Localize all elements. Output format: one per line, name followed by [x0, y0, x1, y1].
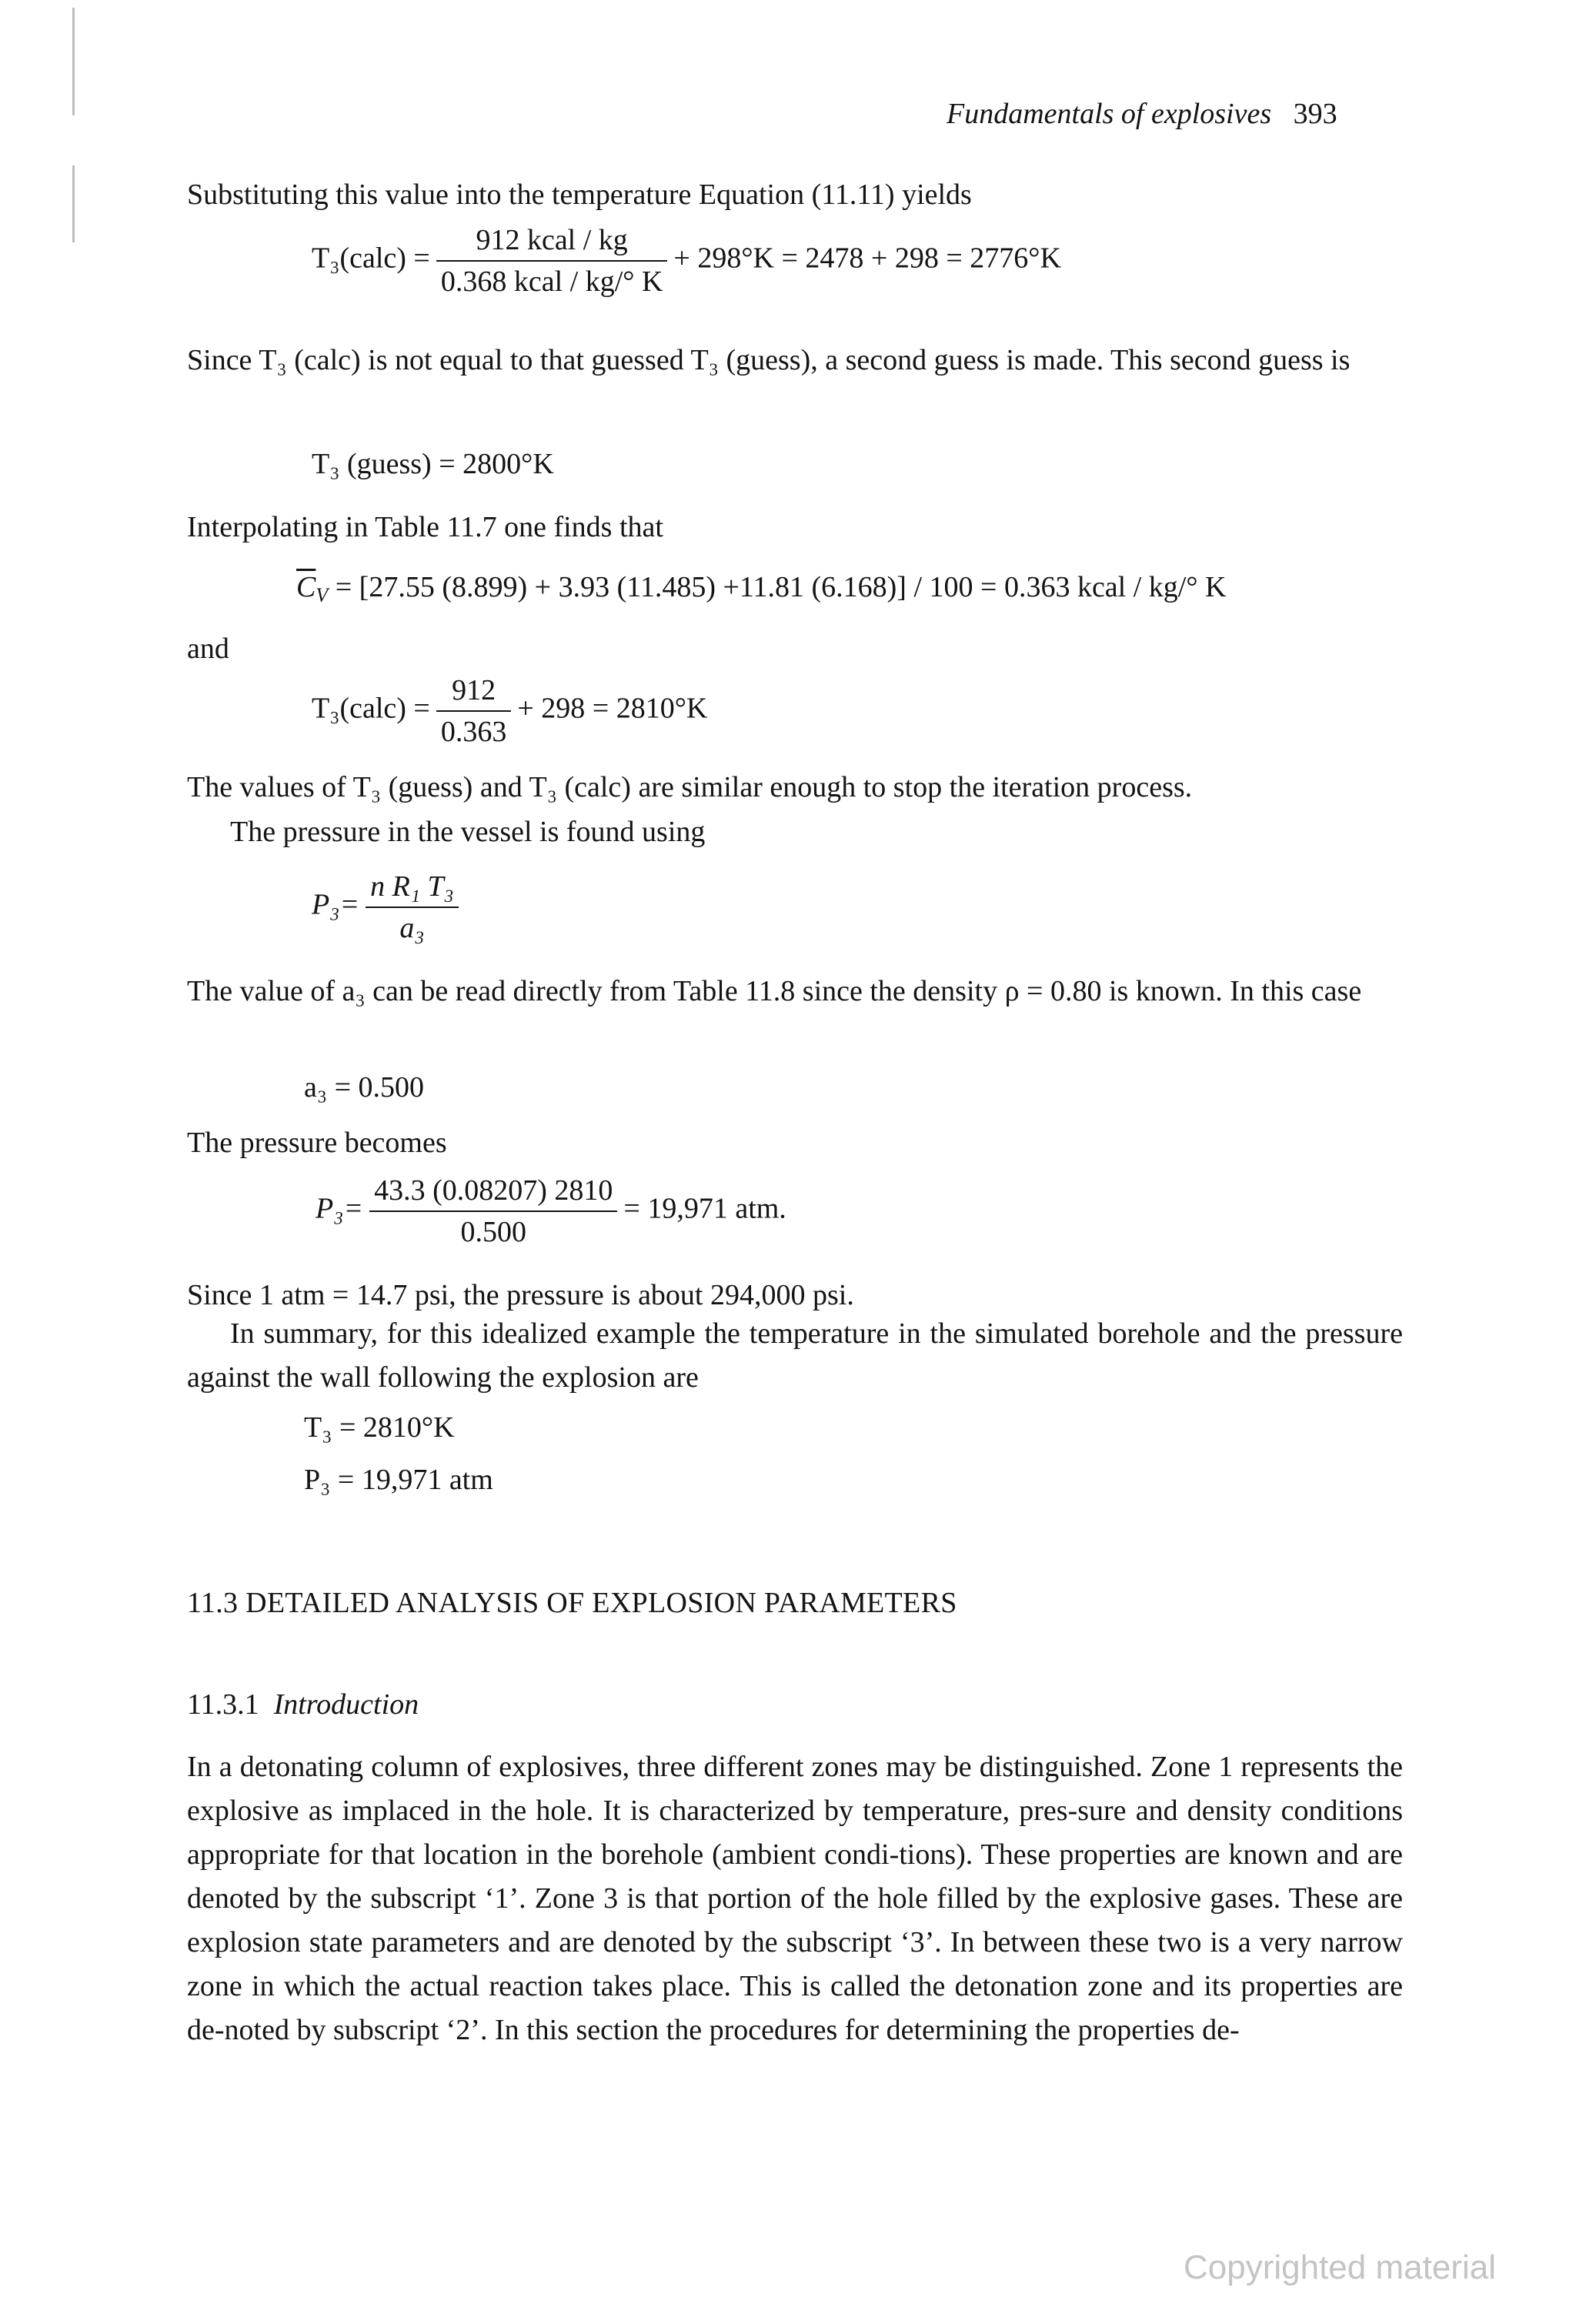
paragraph-interpolating: Interpolating in Table 11.7 one finds that — [187, 511, 663, 543]
eq3-numerator: n R₁ T₃ — [366, 870, 459, 908]
eq3-denominator: a₃ — [399, 912, 425, 944]
eq1-rhs: + 298°K = 2478 + 298 = 2776°K — [673, 242, 1061, 275]
eq1-lhs: T₃(calc) = — [312, 242, 430, 275]
subsection-heading — [187, 1687, 419, 1722]
subsection-title: Introduction — [273, 1688, 419, 1721]
equation-t3-calc-first — [312, 223, 1061, 299]
running-title: Fundamentals of explosives — [947, 98, 1272, 130]
paragraph-summary: In summary, for this idealized example the temperature in the simulated borehole and the pressure against the wall following the explosion are — [187, 1317, 1403, 1394]
paragraph-values-similar: The values of T₃ (guess) and T₃ (calc) are similar enough to stop the iteration process. — [187, 771, 1193, 803]
cv-subscript: V — [316, 584, 329, 606]
eq4-denominator: 0.500 — [460, 1216, 526, 1248]
result-p3: P₃ = 19,971 atm — [304, 1464, 493, 1496]
watermark: Copyrighted material — [1184, 2249, 1496, 2286]
equation-a3: a₃ = 0.500 — [304, 1071, 425, 1104]
subsection-number: 11.3.1 — [187, 1688, 259, 1721]
running-header — [947, 97, 1337, 131]
eq4-lhs: P₃= — [316, 1192, 364, 1225]
eq4-numerator: 43.3 (0.08207) 2810 — [369, 1174, 617, 1212]
equation-p3-numeric — [316, 1174, 786, 1249]
eq2-denominator: 0.363 — [440, 716, 507, 748]
equation-t3-calc-second — [312, 673, 707, 749]
paragraph-value-a3: The value of a₃ can be read directly from Table 11.8 since the density ρ = 0.80 is known. In this case — [187, 975, 1362, 1007]
eq4-fraction — [369, 1174, 617, 1249]
result-t3: T₃ = 2810°K — [304, 1411, 455, 1444]
scan-edge-mark-middle — [72, 165, 75, 242]
scan-edge-mark-top — [72, 8, 75, 115]
paragraph-introduction: In a detonating column of explosives, three different zones may be distinguished. Zone 1 represents the explosive as implaced in the hole. It is characterized by temperature, pres-sure and density conditions appropriate for that location in the borehole (ambient condi-tions). These properties are known and are denoted by the subscript ‘1’. Zone 3 is that portion of the hole filled by the explosive gases. These are explosion state parameters and are denoted by the subscript ‘3’. In between these two is a very narrow zone in which the actual reaction takes place. This is called the detonation zone and its properties are de-noted by subscript ‘2’. In this section the procedures for determining the properties de- — [187, 1751, 1403, 2046]
page-number: 393 — [1293, 98, 1337, 130]
eq2-lhs: T₃(calc) = — [312, 692, 430, 725]
eq2-fraction — [436, 673, 512, 749]
equation-p3-general — [312, 870, 465, 945]
paragraph-substituting: Substituting this value into the temperature Equation (11.11) yields — [187, 179, 972, 211]
eq2-numerator: 912 — [436, 673, 512, 712]
paragraph-psi: Since 1 atm = 14.7 psi, the pressure is about 294,000 psi. — [187, 1279, 854, 1311]
section-heading: 11.3 DETAILED ANALYSIS OF EXPLOSION PARAMETERS — [187, 1587, 957, 1619]
paragraph-pressure-found: The pressure in the vessel is found using — [230, 816, 706, 848]
eq2-rhs: + 298 = 2810°K — [517, 692, 708, 725]
eq3-lhs: P₃= — [312, 888, 360, 921]
cv-symbol: $\overline{C}$ — [296, 571, 316, 603]
word-and: and — [187, 633, 229, 665]
paragraph-since-not-equal: Since T₃ (calc) is not equal to that guessed T₃ (guess), a second guess is made. This second guess is — [187, 344, 1351, 376]
eq4-rhs: = 19,971 atm. — [623, 1192, 786, 1225]
eq1-fraction — [436, 223, 668, 299]
eq1-numerator: 912 kcal / kg — [436, 223, 668, 262]
paragraph-pressure-becomes: The pressure becomes — [187, 1127, 447, 1159]
cv-rhs: = [27.55 (8.899) + 3.93 (11.485) +11.81 (6.168)] / 100 = 0.363 kcal / kg/° K — [335, 571, 1227, 603]
equation-cv — [296, 569, 1227, 613]
eq1-denominator: 0.368 kcal / kg/° K — [440, 265, 663, 298]
eq3-fraction — [366, 870, 459, 945]
equation-t3-guess: T₃ (guess) = 2800°K — [312, 448, 554, 480]
